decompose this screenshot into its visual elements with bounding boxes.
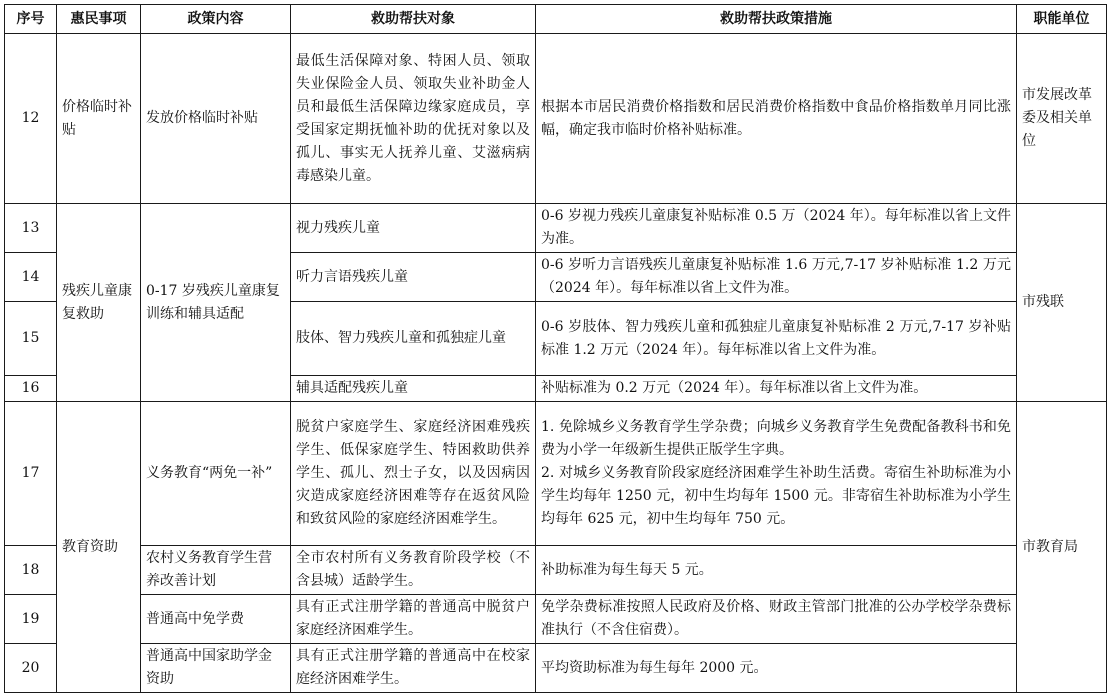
row-content: 普通高中免学费 [141, 595, 291, 644]
row-target: 肢体、智力残疾儿童和孤独症儿童 [291, 302, 536, 376]
row-target: 听力言语残疾儿童 [291, 253, 536, 302]
row-seq: 12 [5, 34, 57, 204]
row-seq: 14 [5, 253, 57, 302]
header-seq: 序号 [5, 5, 57, 34]
row-target: 辅具适配残疾儿童 [291, 376, 536, 402]
row-measure: 补助标准为每生每天 5 元。 [536, 546, 1017, 595]
row-seq: 19 [5, 595, 57, 644]
table-row [5, 402, 1107, 546]
policy-table [4, 4, 1107, 693]
row-content: 0-17 岁残疾儿童康复训练和辅具适配 [141, 204, 291, 402]
header-row [5, 5, 1107, 34]
row-measure: 平均资助标准为每生每年 2000 元。 [536, 644, 1017, 693]
row-target: 具有正式注册学籍的普通高中脱贫户家庭经济困难学生。 [291, 595, 536, 644]
row-target: 具有正式注册学籍的普通高中在校家庭经济困难学生。 [291, 644, 536, 693]
row-content: 普通高中国家助学金资助 [141, 644, 291, 693]
header-item: 惠民事项 [57, 5, 141, 34]
row-target: 最低生活保障对象、特困人员、领取失业保险金人员、领取失业补助金人员和最低生活保障边缘家庭成员，享受国家定期抚恤补助的优抚对象以及孤儿、事实无人抚养儿童、艾滋病病毒感染儿童。 [291, 34, 536, 204]
header-measure: 救助帮扶政策措施 [536, 5, 1017, 34]
row-unit: 市残联 [1017, 204, 1107, 402]
row-target: 全市农村所有义务教育阶段学校（不含县城）适龄学生。 [291, 546, 536, 595]
header-target: 救助帮扶对象 [291, 5, 536, 34]
table-row [5, 644, 1107, 693]
header-content: 政策内容 [141, 5, 291, 34]
row-item: 教育资助 [57, 402, 141, 693]
measure-line-1: 1. 免除城乡义务教育学生学杂费；向城乡义务教育学生免费配备教科书和免费为小学一年级新生提供正版学生字典。 [541, 419, 1011, 458]
row-content: 义务教育“两免一补” [141, 402, 291, 546]
header-unit: 职能单位 [1017, 5, 1107, 34]
row-target: 视力残疾儿童 [291, 204, 536, 253]
row-measure: 0-6 岁视力残疾儿童康复补贴标准 0.5 万（2024 年）。每年标准以省上文件为准。 [536, 204, 1017, 253]
row-unit: 市发展改革委及相关单位 [1017, 34, 1107, 204]
row-measure [536, 402, 1017, 546]
row-measure: 0-6 岁听力言语残疾儿童康复补贴标准 1.6 万元,7-17 岁补贴标准 1.2 万元（2024 年）。每年标准以省上文件为准。 [536, 253, 1017, 302]
row-seq: 18 [5, 546, 57, 595]
table-row [5, 34, 1107, 204]
measure-line-2: 2. 对城乡义务教育阶段家庭经济困难学生补助生活费。寄宿生补助标准为小学生均每年 1250 元，初中生均每年 1500 元。非寄宿生补助标准为小学生均每年 625 元，初中生均每年 750 元。 [541, 465, 1011, 527]
row-seq: 17 [5, 402, 57, 546]
table-row [5, 546, 1107, 595]
table-row [5, 204, 1107, 253]
row-item: 价格临时补贴 [57, 34, 141, 204]
table-row [5, 595, 1107, 644]
row-measure: 0-6 岁肢体、智力残疾儿童和孤独症儿童康复补贴标准 2 万元,7-17 岁补贴标准 1.2 万元（2024 年）。每年标准以省上文件为准。 [536, 302, 1017, 376]
row-seq: 15 [5, 302, 57, 376]
row-seq: 20 [5, 644, 57, 693]
row-measure: 根据本市居民消费价格指数和居民消费价格指数中食品价格指数单月同比涨幅，确定我市临时价格补贴标准。 [536, 34, 1017, 204]
row-measure: 免学杂费标准按照人民政府及价格、财政主管部门批准的公办学校学杂费标准执行（不含住宿费）。 [536, 595, 1017, 644]
row-seq: 13 [5, 204, 57, 253]
row-target: 脱贫户家庭学生、家庭经济困难残疾学生、低保家庭学生、特困救助供养学生、孤儿、烈士子女，以及因病因灾造成家庭经济困难等存在返贫风险和致贫风险的家庭经济困难学生。 [291, 402, 536, 546]
row-content: 发放价格临时补贴 [141, 34, 291, 204]
row-item: 残疾儿童康复救助 [57, 204, 141, 402]
row-unit: 市教育局 [1017, 402, 1107, 693]
row-content: 农村义务教育学生营养改善计划 [141, 546, 291, 595]
row-measure: 补贴标准为 0.2 万元（2024 年）。每年标准以省上文件为准。 [536, 376, 1017, 402]
row-seq: 16 [5, 376, 57, 402]
